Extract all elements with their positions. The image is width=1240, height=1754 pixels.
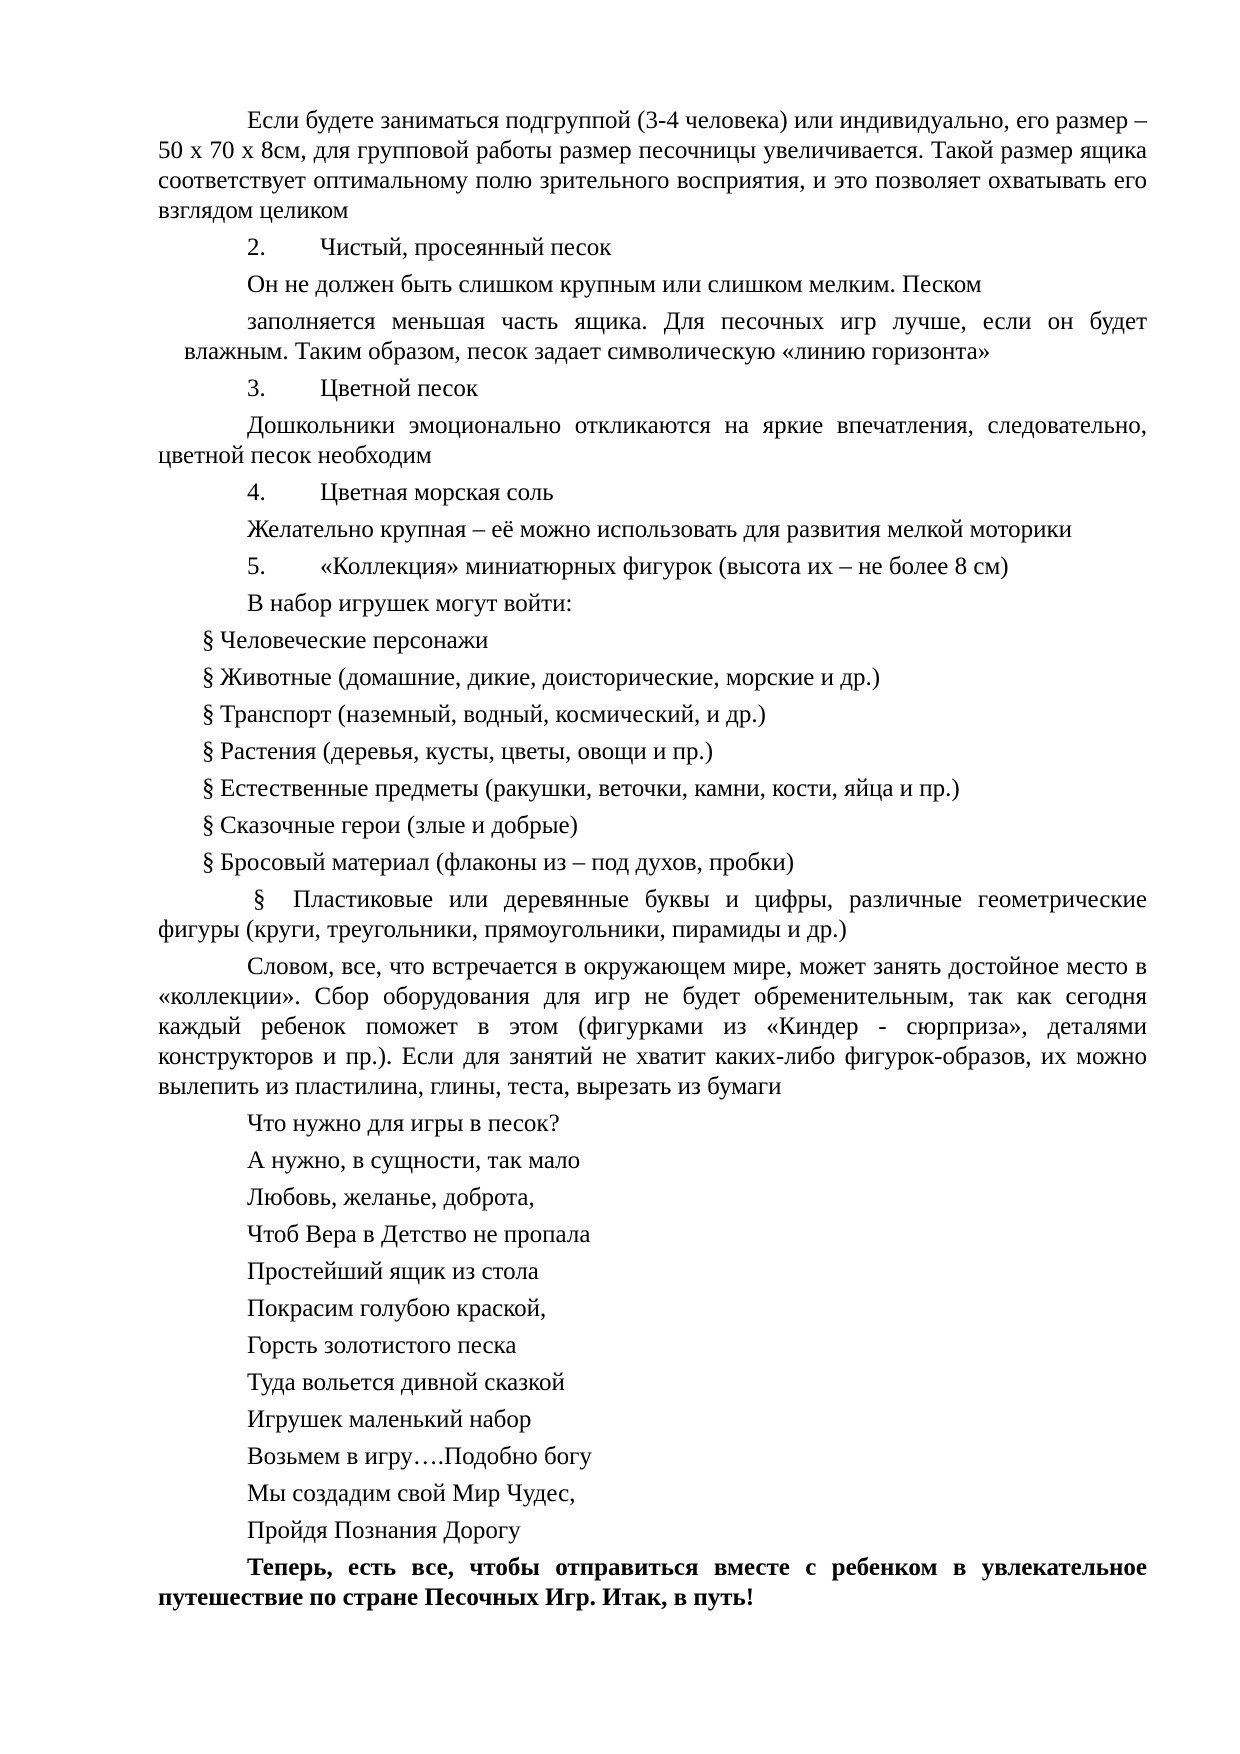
bullet-list-item [202, 663, 1147, 693]
paragraph-text: Человеческие персонажи [220, 627, 489, 654]
numbered-list-item [158, 552, 1147, 582]
poem-line [158, 1294, 1147, 1324]
paragraph [158, 589, 1147, 619]
paragraph-text: Простейший ящик из стола [247, 1258, 539, 1285]
numbered-list-item [158, 374, 1147, 404]
paragraph [184, 307, 1147, 367]
numbered-list-item [158, 478, 1147, 508]
paragraph-text: Теперь, есть все, чтобы отправиться вместе с ребенком в увлекательное путешествие по стране Песочных Игр. Итак, в путь! [158, 1554, 1147, 1611]
paragraph-text: Дошкольники эмоционально откликаются на яркие впечатления, следовательно, цветной песок необходим [158, 412, 1147, 469]
paragraph-text: Покрасим голубою краской, [247, 1295, 547, 1322]
paragraph-text: Пластиковые или деревянные буквы и цифры, различные геометрические фигуры (круги, треугольники, прямоугольники, пирамиды и др.) [158, 886, 1147, 943]
paragraph [158, 270, 1147, 300]
paragraph-text: Животные (домашние, дикие, доисторические, морские и др.) [220, 664, 881, 691]
paragraph-text: Возьмем в игру….Подобно богу [247, 1443, 592, 1470]
paragraph [158, 515, 1147, 545]
document-content [158, 106, 1147, 1613]
poem-line [158, 1442, 1147, 1472]
poem-line [158, 1516, 1147, 1546]
poem-line [158, 1368, 1147, 1398]
poem-line [158, 1146, 1147, 1176]
list-number: 3. [247, 375, 266, 402]
section-bullet-icon: § [202, 812, 215, 839]
paragraph-text: Если будете заниматься подгруппой (3-4 человека) или индивидуально, его размер – 50 х 70 х 8см, для групповой работы размер песочницы увеличивается. Такой размер ящика соответствует оптимальному полю зрительного восприятия, и это позволяет охватывать его взглядом целиком [158, 107, 1147, 224]
paragraph-text: Сказочные герои (злые и добрые) [220, 812, 578, 839]
poem-line [158, 1109, 1147, 1139]
paragraph-text: заполняется меньшая часть ящика. Для песочных игр лучше, если он будет влажным. Таким образом, песок задает символическую «линию горизонта» [184, 308, 1147, 365]
paragraph-text: Цветной песок [320, 375, 479, 402]
paragraph [158, 952, 1147, 1102]
list-number: 4. [247, 479, 266, 506]
paragraph-text: Мы создадим свой Мир Чудес, [247, 1480, 576, 1507]
paragraph-text: Чистый, просеянный песок [320, 234, 612, 261]
paragraph-text: В набор игрушек могут войти: [247, 590, 573, 617]
paragraph [158, 106, 1147, 226]
closing-emphasis-paragraph [158, 1553, 1147, 1613]
paragraph-text: А нужно, в сущности, так мало [247, 1147, 581, 1174]
paragraph-text: Цветная морская соль [320, 479, 554, 506]
paragraph-text: Бросовый материал (флаконы из – под духов, пробки) [220, 849, 795, 876]
section-bullet-icon: § [202, 664, 215, 691]
paragraph-text: Растения (деревья, кусты, цветы, овощи и пр.) [220, 738, 714, 765]
poem-line [158, 1405, 1147, 1435]
poem-line [158, 1479, 1147, 1509]
poem-line [158, 1220, 1147, 1250]
bullet-list-item [202, 700, 1147, 730]
poem-line [158, 1257, 1147, 1287]
list-number: 2. [247, 234, 266, 261]
bullet-list-item [202, 811, 1147, 841]
section-bullet-icon: § [202, 738, 215, 765]
bullet-list-item [202, 626, 1147, 656]
paragraph-text: Словом, все, что встречается в окружающем мире, может занять достойное место в «коллекции». Сбор оборудования для игр не будет обременительным, так как сегодня каждый ребенок поможет в этом (фигурками из «Киндер - сюрприза», деталями конструкторов и пр.). Если для занятий не хватит каких-либо фигурок-образов, их можно вылепить из пластилина, глины, теста, вырезать из бумаги [158, 953, 1147, 1100]
paragraph-text: «Коллекция» миниатюрных фигурок (высота их – не более 8 см) [320, 553, 1009, 580]
section-bullet-icon: § [202, 701, 215, 728]
paragraph-text: Чтоб Вера в Детство не пропала [247, 1221, 591, 1248]
paragraph-text: Туда вольется дивной сказкой [247, 1369, 565, 1396]
paragraph-text: Горсть золотистого песка [247, 1332, 517, 1359]
section-bullet-icon: § [202, 849, 215, 876]
paragraph-text: Что нужно для игры в песок? [247, 1110, 560, 1137]
paragraph-text: Игрушек маленький набор [247, 1406, 532, 1433]
paragraph-text: Любовь, желанье, доброта, [247, 1184, 535, 1211]
poem-line [158, 1331, 1147, 1361]
paragraph-text: Транспорт (наземный, водный, космический, и др.) [220, 701, 766, 728]
bullet-list-item [202, 737, 1147, 767]
paragraph-text: Пройдя Познания Дорогу [247, 1517, 521, 1544]
section-bullet-icon: § [202, 627, 215, 654]
paragraph-text: Он не должен быть слишком крупным или слишком мелким. Песком [247, 271, 982, 298]
numbered-list-item [158, 233, 1147, 263]
bullet-list-item [158, 885, 1147, 945]
bullet-list-item [202, 774, 1147, 804]
section-bullet-icon: § [202, 775, 215, 802]
list-number: 5. [247, 553, 266, 580]
bullet-list-item [202, 848, 1147, 878]
paragraph-text: Желательно крупная – её можно использовать для развития мелкой моторики [247, 516, 1073, 543]
paragraph [158, 411, 1147, 471]
poem-line [158, 1183, 1147, 1213]
section-bullet-icon: § [253, 886, 266, 913]
paragraph-text: Естественные предметы (ракушки, веточки, камни, кости, яйца и пр.) [220, 775, 960, 802]
